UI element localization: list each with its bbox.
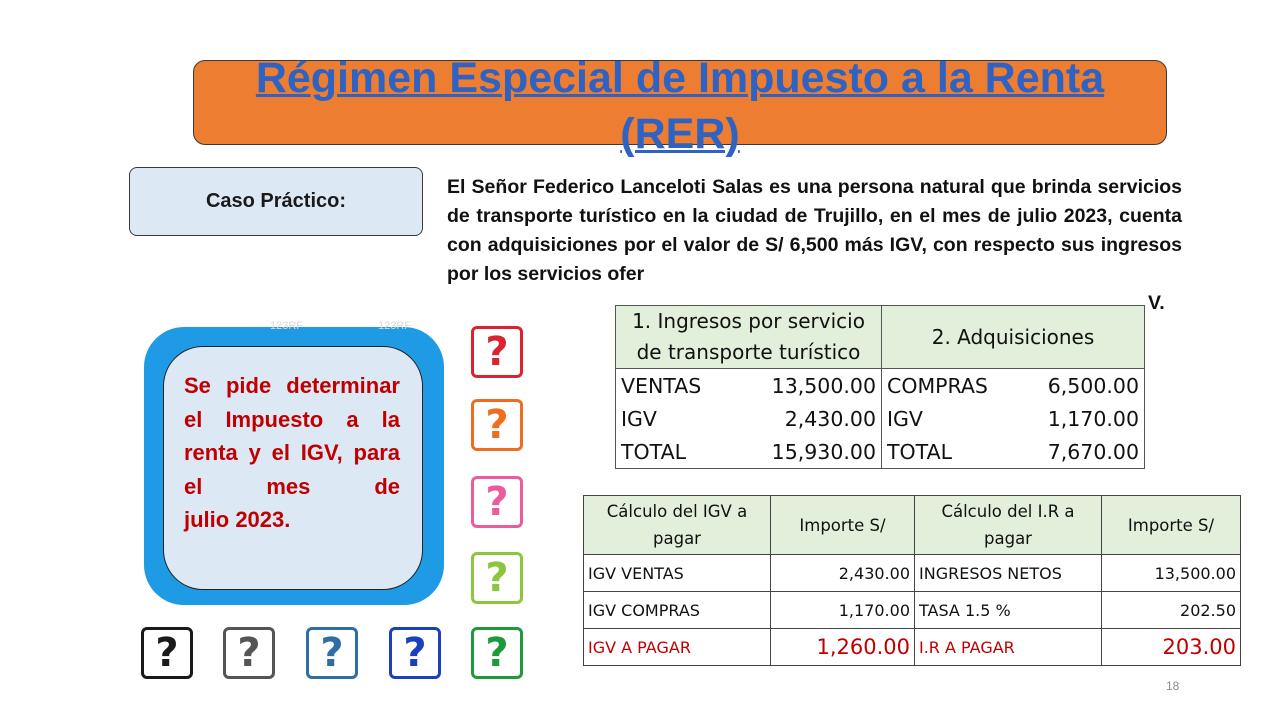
case-description-tail: V.	[1148, 292, 1165, 314]
ir-concept: INGRESOS NETOS	[915, 555, 1102, 592]
table-row	[584, 555, 1241, 592]
task-text-main: Se pide determinar el Impuesto a la renta y el IGV, para el mes de	[184, 373, 400, 499]
question-icon-navy: ?	[389, 627, 441, 679]
table-header-row	[584, 496, 1241, 555]
income-cell	[616, 435, 882, 469]
watermark: 123RF	[270, 320, 304, 332]
row-value: 15,930.00	[771, 439, 876, 464]
row-value: 13,500.00	[771, 373, 876, 398]
question-icon-steelblue: ?	[306, 627, 358, 679]
row-value: 1,170.00	[1019, 402, 1145, 435]
ir-concept: TASA 1.5 %	[915, 592, 1102, 629]
purchases-header: 2. Adquisiciones	[882, 306, 1145, 369]
row-value: 6,500.00	[1019, 369, 1145, 403]
income-header: 1. Ingresos por servicio de transporte turístico	[616, 306, 882, 369]
table-row	[584, 629, 1241, 666]
table-row	[616, 402, 1145, 435]
igv-concept: IGV VENTAS	[584, 555, 771, 592]
case-label-box: Caso Práctico:	[129, 167, 423, 236]
ir-amount-header: Importe S/	[1102, 496, 1241, 555]
igv-amount-header: Importe S/	[771, 496, 915, 555]
question-icon-lime: ?	[471, 552, 523, 604]
table-row	[616, 435, 1145, 469]
row-label: IGV	[882, 402, 1019, 435]
slide-title: Régimen Especial de Impuesto a la Renta (RER)	[255, 54, 1105, 158]
row-label: TOTAL	[621, 439, 687, 464]
igv-concept: IGV COMPRAS	[584, 592, 771, 629]
task-text-last: julio 2023.	[184, 507, 291, 532]
igv-amount: 2,430.00	[771, 555, 915, 592]
question-icon-green: ?	[471, 627, 523, 679]
row-value: 7,670.00	[1019, 435, 1145, 469]
igv-calc-header: Cálculo del IGV a pagar	[584, 496, 771, 555]
watermark: 123RF	[378, 320, 412, 332]
case-description	[447, 173, 1182, 289]
row-label: COMPRAS	[882, 369, 1019, 403]
question-icon-orange: ?	[471, 399, 523, 451]
question-icon-pink: ?	[471, 476, 523, 528]
igv-to-pay-amount: 1,260.00	[771, 629, 915, 666]
case-description-text: El Señor Federico Lanceloti Salas es una persona natural que brinda servicios de transporte turístico en la ciudad de Trujillo, en el mes de julio 2023, cuenta con adquisiciones por el valor de S/ 6,500 más IGV, con respecto sus ingresos por los servicios ofer	[447, 176, 1182, 285]
table-row	[584, 592, 1241, 629]
ir-calc-header: Cálculo del I.R a pagar	[915, 496, 1102, 555]
tax-calculation-table	[583, 495, 1241, 666]
row-label: IGV	[621, 406, 657, 431]
igv-to-pay-label: IGV A PAGAR	[584, 629, 771, 666]
income-cell	[616, 369, 882, 403]
income-cell	[616, 402, 882, 435]
question-icon-gray: ?	[223, 627, 275, 679]
ir-to-pay-label: I.R A PAGAR	[915, 629, 1102, 666]
page-number: 18	[1166, 679, 1180, 693]
ir-amount: 13,500.00	[1102, 555, 1241, 592]
question-icon-black: ?	[141, 627, 193, 679]
row-label: VENTAS	[621, 373, 702, 398]
question-icon-red: ?	[471, 326, 523, 378]
income-purchases-table	[615, 305, 1145, 469]
row-value: 2,430.00	[784, 406, 876, 431]
task-text	[184, 369, 400, 537]
ir-amount: 202.50	[1102, 592, 1241, 629]
row-label: TOTAL	[882, 435, 1019, 469]
ir-to-pay-amount: 203.00	[1102, 629, 1241, 666]
table-row	[616, 369, 1145, 403]
igv-amount: 1,170.00	[771, 592, 915, 629]
